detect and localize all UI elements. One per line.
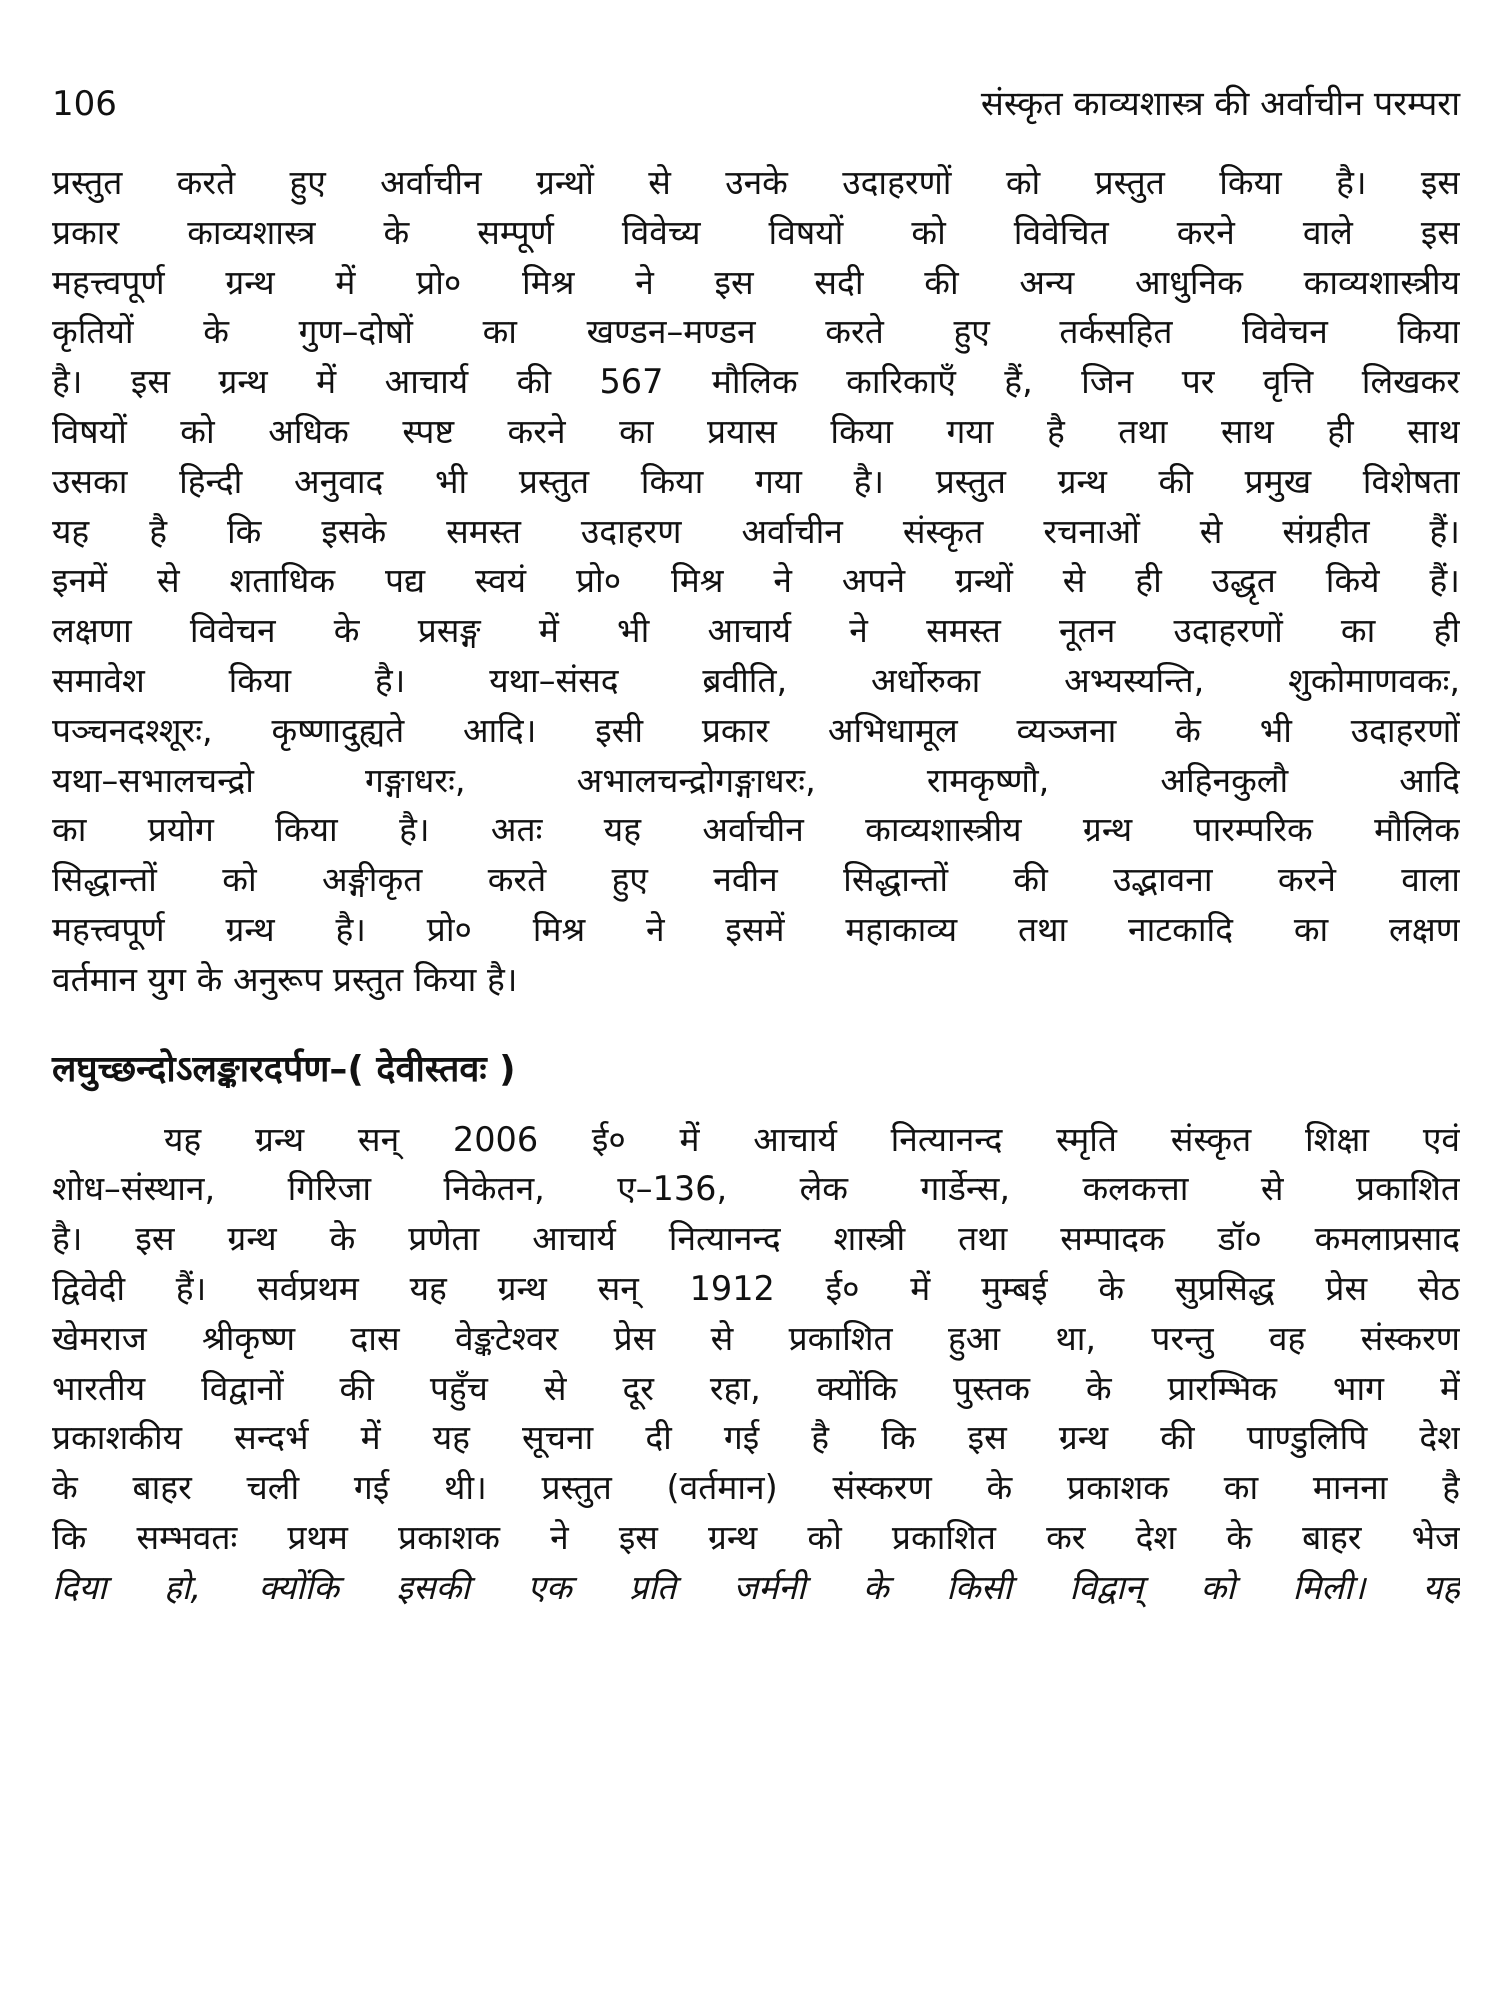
text-line: इनमें से शताधिक पद्य स्वयं प्रो० मिश्र ने अपने ग्रन्थों से ही उद्धृत किये हैं।	[52, 561, 1460, 601]
text-line: यह ग्रन्थ सन् 2006 ई० में आचार्य नित्यानन्द स्मृति संस्कृत शिक्षा एवं	[164, 1119, 1460, 1159]
text-line: खेमराज श्रीकृष्ण दास वेङ्कटेश्वर प्रेस से प्रकाशित हुआ था, परन्तु वह संस्करण	[52, 1318, 1460, 1358]
text-line: वर्तमान युग के अनुरूप प्रस्तुत किया है।	[52, 959, 518, 999]
running-title: संस्कृत काव्यशास्त्र की अर्वाचीन परम्परा	[980, 84, 1460, 124]
text-line: यह है कि इसके समस्त उदाहरण अर्वाचीन संस्कृत रचनाओं से संग्रहीत हैं।	[52, 511, 1460, 551]
text-line: प्रस्तुत करते हुए अर्वाचीन ग्रन्थों से उनके उदाहरणों को प्रस्तुत किया है। इस	[52, 163, 1460, 202]
text-line: महत्त्वपूर्ण ग्रन्थ है। प्रो० मिश्र ने इसमें महाकाव्य तथा नाटकादि का लक्षण	[52, 909, 1460, 949]
text-line: महत्त्वपूर्ण ग्रन्थ में प्रो० मिश्र ने इस सदी की अन्य आधुनिक काव्यशास्त्रीय	[52, 262, 1460, 302]
text-line: शोध–संस्थान, गिरिजा निकेतन, ए–136, लेक गार्डेन्स, कलकत्ता से प्रकाशित	[52, 1169, 1460, 1209]
text-line: प्रकाशकीय सन्दर्भ में यह सूचना दी गई है कि इस ग्रन्थ की पाण्डुलिपि देश	[52, 1418, 1460, 1458]
text-line: समावेश किया है। यथा–संसद ब्रवीति, अर्धोरुका अभ्यस्यन्ति, शुकोमाणवकः,	[52, 660, 1460, 700]
text-line: है। इस ग्रन्थ के प्रणेता आचार्य नित्यानन्द शास्त्री तथा सम्पादक डॉ० कमलाप्रसाद	[52, 1219, 1460, 1259]
page-number: 106	[52, 84, 117, 124]
text-line: सिद्धान्तों को अङ्गीकृत करते हुए नवीन सिद्धान्तों की उद्भावना करने वाला	[52, 860, 1460, 900]
text-line: के बाहर चली गई थी। प्रस्तुत (वर्तमान) संस्करण के प्रकाशक का मानना है	[52, 1468, 1460, 1508]
text-line: का प्रयोग किया है। अतः यह अर्वाचीन काव्यशास्त्रीय ग्रन्थ पारम्परिक मौलिक	[52, 810, 1460, 850]
paragraph-1	[52, 158, 1460, 1005]
text-line: लक्षणा विवेचन के प्रसङ्ग में भी आचार्य ने समस्त नूतन उदाहरणों का ही	[52, 611, 1460, 651]
text-line: यथा–सभालचन्द्रो गङ्गाधरः, अभालचन्द्रोगङ्गाधरः, रामकृष्णौ, अहिनकुलौ आदि	[52, 760, 1460, 800]
text-line: भारतीय विद्वानों की पहुँच से दूर रहा, क्योंकि पुस्तक के प्रारम्भिक भाग में	[52, 1368, 1460, 1408]
paragraph-2	[52, 1115, 1460, 1613]
text-line: कृतियों के गुण–दोषों का खण्डन–मण्डन करते हुए तर्कसहित विवेचन किया	[52, 312, 1460, 352]
section-heading: लघुच्छन्दोऽलङ्कारदर्पण–( देवीस्तवः )	[52, 1048, 516, 1090]
text-line: प्रकार काव्यशास्त्र के सम्पूर्ण विवेच्य विषयों को विवेचित करने वाले इस	[52, 212, 1460, 252]
text-line: द्विवेदी हैं। सर्वप्रथम यह ग्रन्थ सन् 1912 ई० में मुम्बई के सुप्रसिद्ध प्रेस सेठ	[52, 1268, 1460, 1308]
text-line: है। इस ग्रन्थ में आचार्य की 567 मौलिक कारिकाएँ हैं, जिन पर वृत्ति लिखकर	[52, 362, 1460, 402]
text-line: विषयों को अधिक स्पष्ट करने का प्रयास किया गया है तथा साथ ही साथ	[52, 411, 1460, 451]
running-header	[52, 80, 1460, 140]
text-line: उसका हिन्दी अनुवाद भी प्रस्तुत किया गया है। प्रस्तुत ग्रन्थ की प्रमुख विशेषता	[52, 461, 1460, 501]
text-line: दिया हो, क्योंकि इसकी एक प्रति जर्मनी के किसी विद्वान् को मिली। यह	[52, 1567, 1460, 1607]
text-line: पञ्चनदश्शूरः, कृष्णादुह्यते आदि। इसी प्रकार अभिधामूल व्यञ्जना के भी उदाहरणों	[52, 710, 1460, 750]
text-line: कि सम्भवतः प्रथम प्रकाशक ने इस ग्रन्थ को प्रकाशित कर देश के बाहर भेज	[52, 1517, 1460, 1557]
